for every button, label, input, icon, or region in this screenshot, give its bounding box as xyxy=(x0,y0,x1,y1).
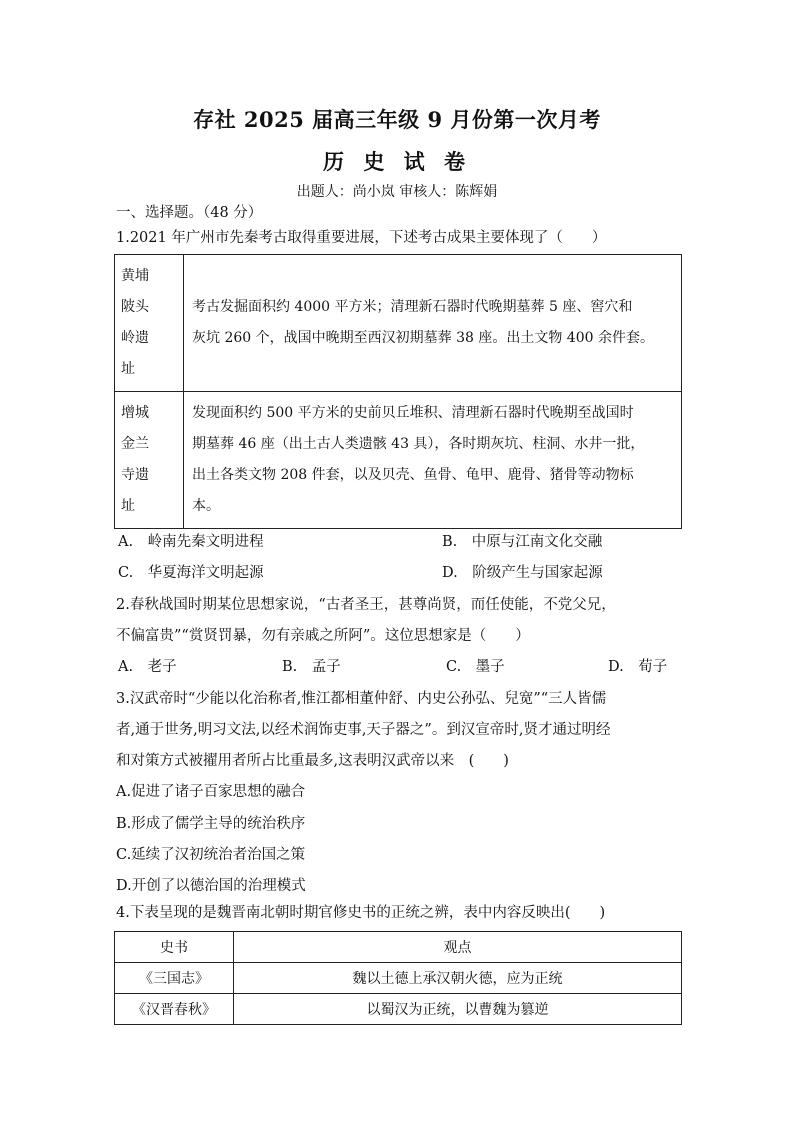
site-cell: 增城 金兰 寺遗 址 xyxy=(115,392,184,529)
q2-stem-line: 2.春秋战国时期某位思想家说，“古者圣王，甚尊尚贤，而任使能，不党父兄， xyxy=(116,597,616,613)
q2-option-b: B. 孟子 xyxy=(282,659,341,675)
table-row xyxy=(115,255,682,392)
table-header-row xyxy=(115,932,682,963)
q1-option-a: A. 岭南先秦文明进程 xyxy=(118,534,264,550)
finding-cell: 考古发掘面积约 4000 平方米；清理新石器时代晚期墓葬 5 座、窖穴和 灰坑 260 个，战国中晚期至西汉初期墓葬 38 座。出土文物 400 余件套。 xyxy=(184,255,682,392)
q2-option-a: A. 老子 xyxy=(118,659,177,675)
view-cell: 魏以土德上承汉朝火德，应为正统 xyxy=(234,963,682,994)
q3-stem-line: 者,通于世务,明习文法,以经术润饰吏事,天子器之”。到汉宣帝时,贤才通过明经 xyxy=(116,722,611,738)
q3-option-c: C.延续了汉初统治者治国之策 xyxy=(116,847,306,863)
q2-option-c: C. 墨子 xyxy=(446,659,505,675)
q1-option-b: B. 中原与江南文化交融 xyxy=(442,534,603,550)
exam-title: 存社 2025 届高三年级 9 月份第一次月考 xyxy=(193,107,601,132)
book-cell: 《三国志》 xyxy=(115,963,234,994)
q2-stem-line: 不偏富贵”“赏贤罚暴，勿有亲戚之所阿”。这位思想家是（ ） xyxy=(116,628,530,644)
q2-option-d: D. 荀子 xyxy=(608,659,668,675)
site-cell: 黄埔 陂头 岭遗 址 xyxy=(115,255,184,392)
q1-option-c: C. 华夏海洋文明起源 xyxy=(118,565,264,581)
authors-line: 出题人：尚小岚 审核人：陈辉娟 xyxy=(296,184,498,200)
q1-stem: 1.2021 年广州市先秦考古取得重要进展，下述考古成果主要体现了（ ） xyxy=(116,230,607,246)
section-heading: 一、选择题。（48 分） xyxy=(116,205,263,221)
view-cell: 以蜀汉为正统，以曹魏为篡逆 xyxy=(234,994,682,1025)
book-cell: 《汉晋春秋》 xyxy=(115,994,234,1025)
q3-option-d: D.开创了以德治国的治理模式 xyxy=(116,878,306,894)
q3-stem-line: 和对策方式被擢用者所占比重最多,这表明汉武帝以来 ( ) xyxy=(116,753,509,769)
q1-option-d: D. 阶级产生与国家起源 xyxy=(442,565,603,581)
finding-cell: 发现面积约 500 平方米的史前贝丘堆积、清理新石器时代晚期至战国时 期墓葬 46 座（出土古人类遗骸 43 具），各时期灰坑、柱洞、水井一批， 出土各类文物 208 件套，以及贝壳、鱼骨、龟甲、鹿骨、猪骨等动物标 本。 xyxy=(184,392,682,529)
table-row xyxy=(115,392,682,529)
q4-table xyxy=(114,931,682,1025)
column-header: 观点 xyxy=(234,932,682,963)
table-row xyxy=(115,963,682,994)
column-header: 史书 xyxy=(115,932,234,963)
table-row xyxy=(115,994,682,1025)
q3-option-a: A.促进了诸子百家思想的融合 xyxy=(116,784,306,800)
subject-title: 历 史 试 卷 xyxy=(323,149,471,174)
q1-table xyxy=(114,254,682,529)
q4-stem: 4.下表呈现的是魏晋南北朝时期官修史书的正统之辨，表中内容反映出( ) xyxy=(116,905,606,921)
q3-stem-line: 3.汉武帝时“少能以化治称者,惟江都相董仲舒、内史公孙弘、兒宽”“三人皆儒 xyxy=(116,691,607,707)
q3-option-b: B.形成了儒学主导的统治秩序 xyxy=(116,816,306,832)
